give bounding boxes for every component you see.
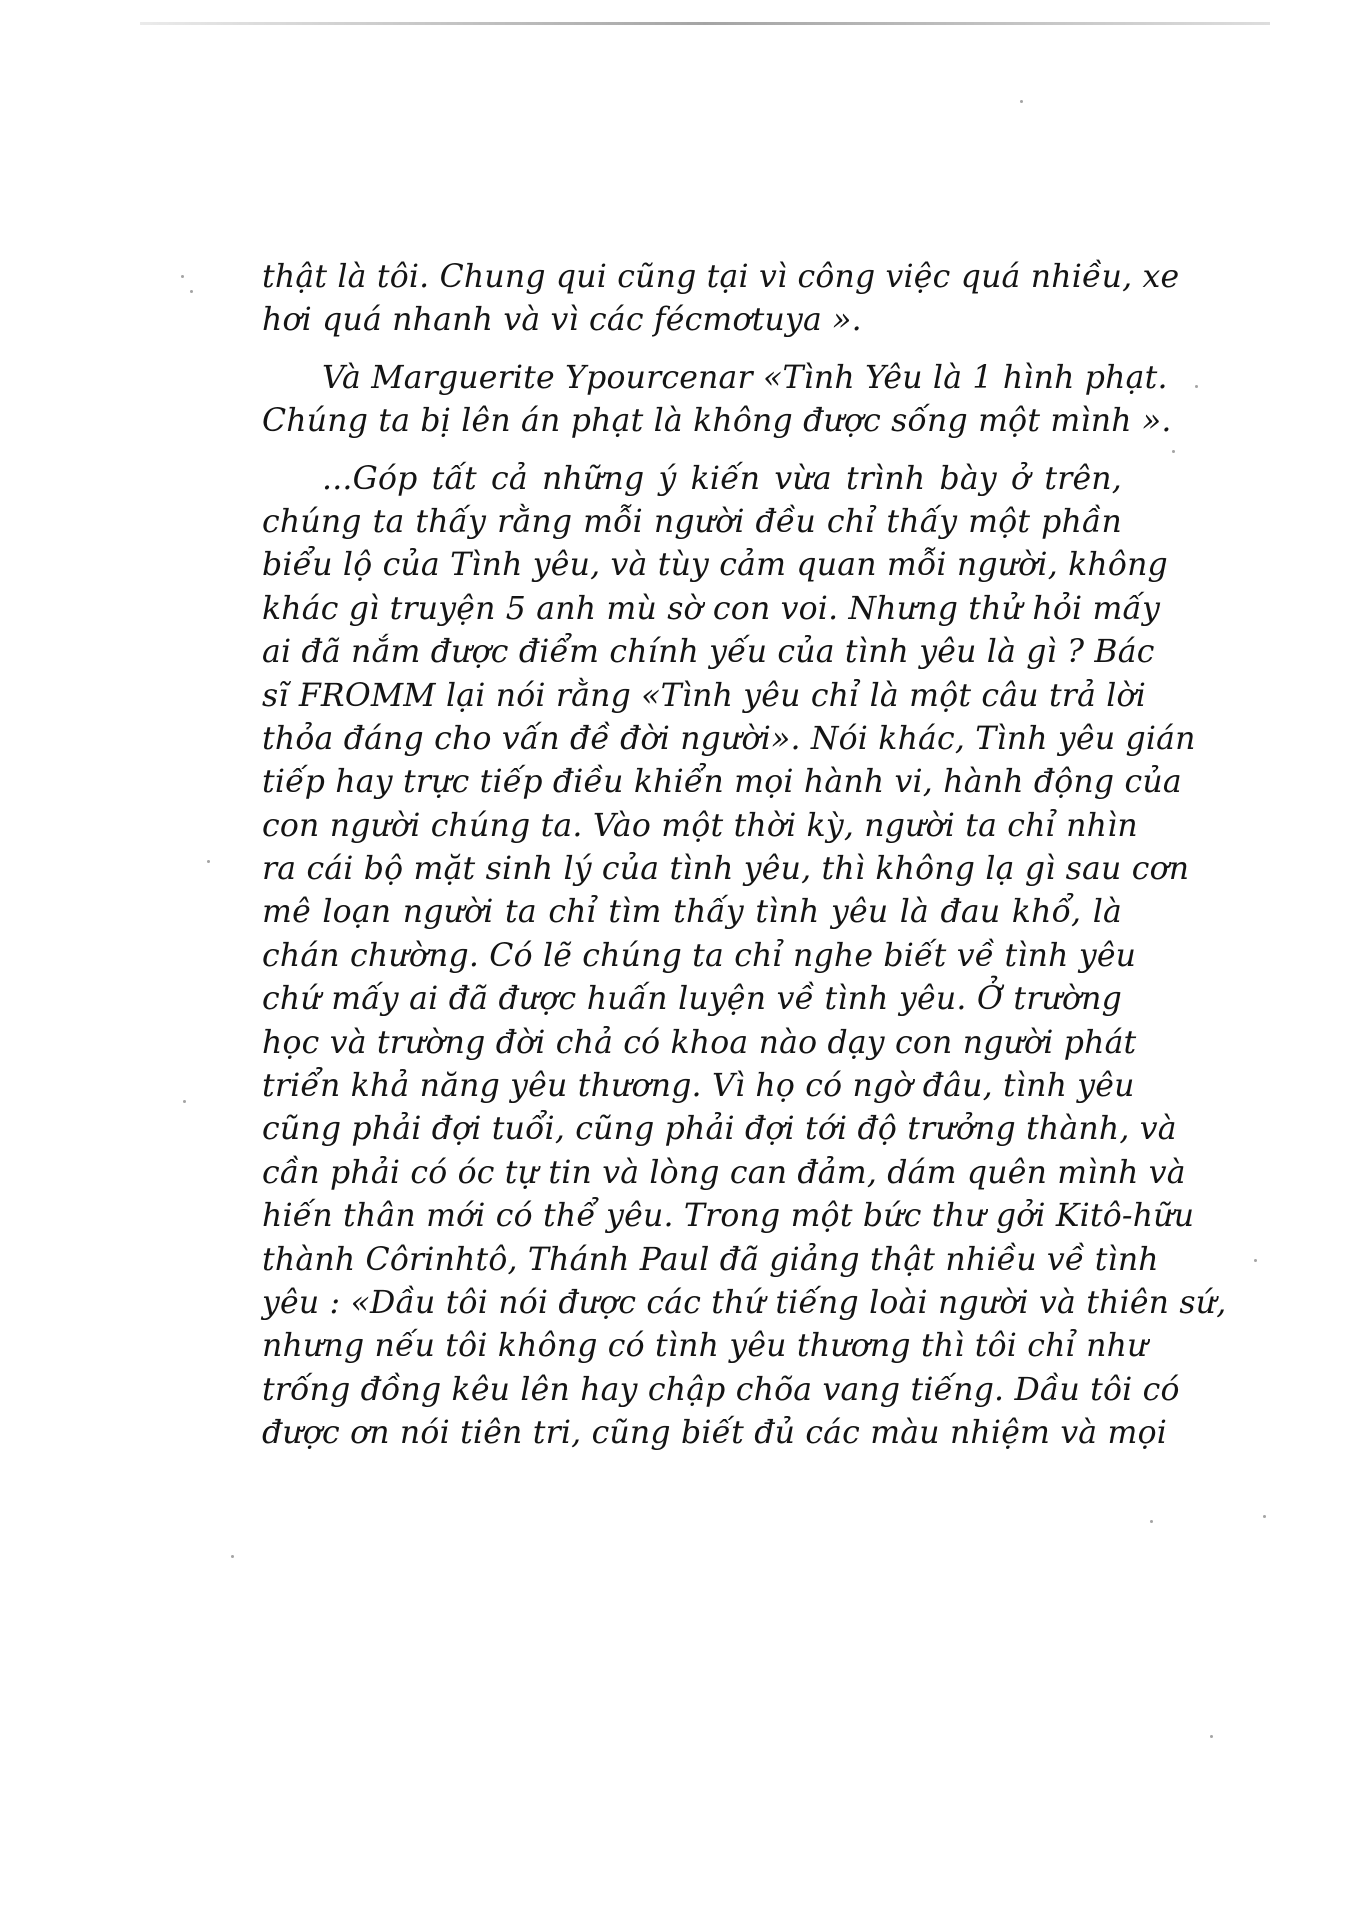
scan-speck (1254, 1259, 1257, 1262)
text-line: học và trường đời chả có khoa nào dạy con người phát (262, 1024, 1137, 1061)
text-line: cần phải có óc tự tin và lòng can đảm, dám quên mình và (262, 1154, 1186, 1191)
scan-speck (1210, 1735, 1213, 1738)
text-line: hiến thân mới có thể yêu. Trong một bức thư gởi Kitô-hữu (262, 1198, 1195, 1235)
text-line: Chúng ta bị lên án phạt là không được sống một mình ». (262, 403, 1172, 440)
text-line: chúng ta thấy rằng mỗi người đều chỉ thấy một phần (262, 503, 1122, 540)
text-line: nhưng nếu tôi không có tình yêu thương thì tôi chỉ như (262, 1328, 1148, 1365)
text-line: con người chúng ta. Vào một thời kỳ, người ta chỉ nhìn (262, 807, 1138, 844)
scan-speck (207, 860, 210, 863)
text-line: ra cái bộ mặt sinh lý của tình yêu, thì không lạ gì sau cơn (262, 851, 1190, 888)
text-line: ...Góp tất cả những ý kiến vừa trình bày ở trên, (322, 460, 1122, 497)
text-line: sĩ FROMM lại nói rằng «Tình yêu chỉ là một câu trả lời (262, 677, 1146, 714)
text-line: biểu lộ của Tình yêu, và tùy cảm quan mỗi người, không (262, 547, 1168, 584)
paragraph-2 (262, 357, 1172, 444)
text-line: thành Côrinhtô, Thánh Paul đã giảng thật nhiều về tình (262, 1241, 1159, 1278)
text-line: khác gì truyện 5 anh mù sờ con voi. Nhưng thử hỏi mấy (262, 590, 1161, 627)
text-line: trống đồng kêu lên hay chập chõa vang tiếng. Dầu tôi có (262, 1371, 1180, 1408)
text-line: triển khả năng yêu thương. Vì họ có ngờ đâu, tình yêu (262, 1068, 1135, 1105)
scan-speck (190, 290, 193, 293)
scan-speck (231, 1555, 234, 1558)
text-line: ai đã nắm được điểm chính yếu của tình yêu là gì ? Bác (262, 634, 1155, 671)
text-line: được ơn nói tiên tri, cũng biết đủ các màu nhiệm và mọi (262, 1415, 1168, 1452)
text-line: thỏa đáng cho vấn đề đời người». Nói khác, Tình yêu gián (262, 720, 1196, 757)
scan-speck (181, 275, 184, 278)
scan-speck (1263, 1515, 1266, 1518)
scan-speck (1150, 1520, 1153, 1523)
text-line: Và Marguerite Ypourcenar «Tình Yêu là 1 hình phạt. (322, 359, 1168, 396)
text-line: yêu : «Dầu tôi nói được các thứ tiếng loài người và thiên sứ, (262, 1284, 1227, 1321)
scan-speck (1195, 385, 1198, 388)
text-line: mê loạn người ta chỉ tìm thấy tình yêu là đau khổ, là (262, 894, 1122, 931)
text-line: hơi quá nhanh và vì các fécmơtuya ». (262, 302, 862, 339)
text-line: tiếp hay trực tiếp điều khiển mọi hành vi, hành động của (262, 764, 1182, 801)
scan-top-edge (140, 22, 1270, 25)
scan-speck (1172, 450, 1175, 453)
page-body-text (262, 256, 1227, 1456)
paragraph-3 (262, 458, 1227, 1456)
scan-speck (1020, 100, 1023, 103)
text-line: chán chường. Có lẽ chúng ta chỉ nghe biết về tình yêu (262, 937, 1137, 974)
text-line: chứ mấy ai đã được huấn luyện về tình yêu. Ở trường (262, 981, 1122, 1018)
scan-speck (183, 1100, 186, 1103)
text-line: cũng phải đợi tuổi, cũng phải đợi tới độ trưởng thành, và (262, 1111, 1177, 1148)
text-line: thật là tôi. Chung qui cũng tại vì công việc quá nhiều, xe (262, 259, 1180, 295)
paragraph-1 (262, 256, 1180, 343)
